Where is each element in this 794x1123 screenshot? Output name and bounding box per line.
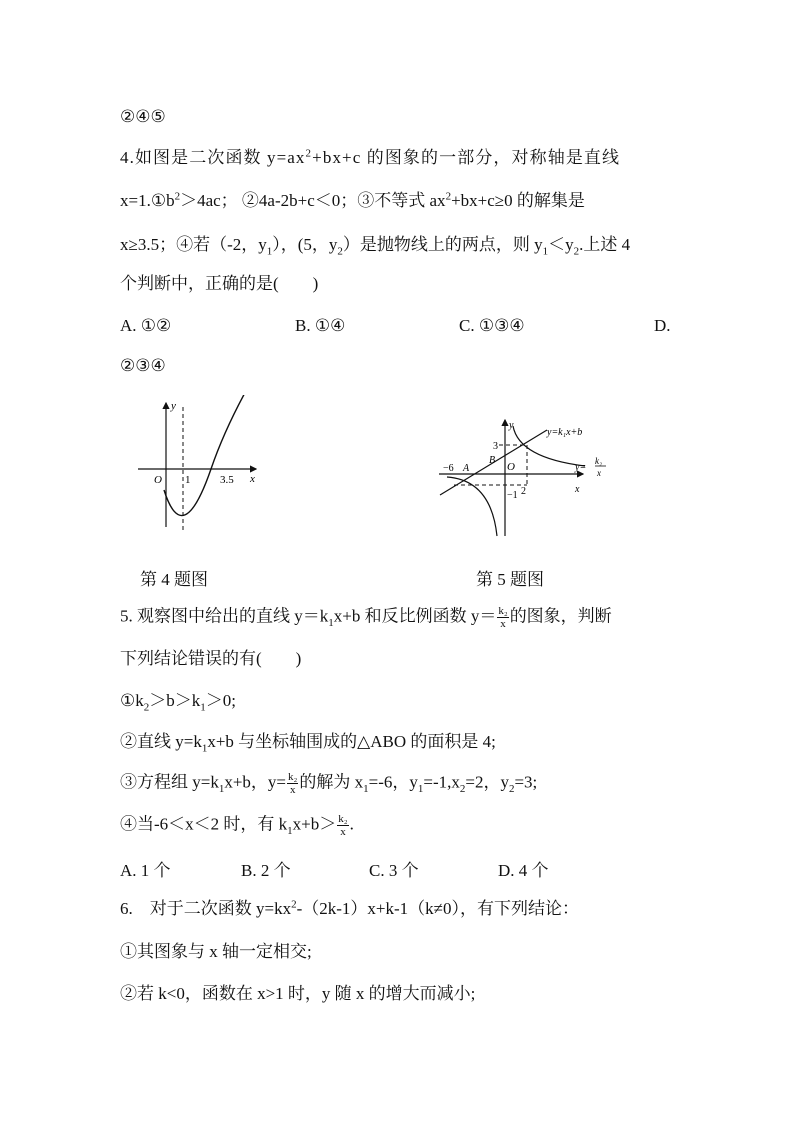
label-2: 2 <box>521 486 526 497</box>
q5-option-d[interactable]: D. 4 个 <box>498 861 549 880</box>
q4-line-3: x≥3.5；④若（-2，$y_1$），(5，$y_2$）是抛物线上的两点，则 $y_1<y_2$.上述 4 <box>120 235 631 258</box>
q4-option-a[interactable]: A. ①② <box>120 316 172 335</box>
q5-statement-4: ④当-6＜x＜2 时，有 $k_1x+b>$ $\frac{\text{k₂}}{x}$ . <box>120 813 354 838</box>
q5-line-1: 5. 观察图中给出的直线 $y=k_1x+b$ 和反比例函数 y＝ $\frac{\text{k₂}}{x}$ 的图象，判断 <box>120 605 612 630</box>
q4-line-1: 4.如图是二次函数 $y=ax^2+bx+c$ 的图象的一部分，对称轴是直线 <box>120 147 621 167</box>
figure-5-caption: 第 5 题图 <box>476 570 544 589</box>
q6-line-1: 6. 对于二次函数 $y=kx^2-(2k-1)x+k-1(k\ne 0)$，有下列结论： <box>120 898 579 918</box>
figure-5-line-and-hyperbola <box>435 418 620 538</box>
q4-option-b[interactable]: B. ①④ <box>295 316 346 335</box>
tick-1: 1 <box>185 474 191 486</box>
q5-line-2: 下列结论错误的有( ) <box>120 649 302 668</box>
q4-line-2: $x=1.①b^2>4ac$； ②4a-2b+c＜0；③不等式 $ax^2+bx+c\ge 0$ 的解集是 <box>120 190 585 210</box>
figure-4-caption: 第 4 题图 <box>140 570 208 589</box>
q5-option-c[interactable]: C. 3 个 <box>369 861 419 880</box>
q4-option-c[interactable]: C. ①③④ <box>459 316 525 335</box>
parabola <box>164 395 247 516</box>
q5-option-b[interactable]: B. 2 个 <box>241 861 291 880</box>
origin-label: O <box>154 474 162 486</box>
point-a-label: A <box>463 463 470 474</box>
tick-3-5: 3.5 <box>220 474 234 486</box>
prev-options-tail: ②④⑤ <box>120 107 166 126</box>
q5-statement-1: $①k_2>b>k_1>0$; <box>120 691 236 714</box>
q6-statement-2: ②若 k<0，函数在 x>1 时，y 随 x 的增大而减小; <box>120 984 476 1003</box>
x-label: x <box>250 473 255 485</box>
q6-statement-1: ①其图象与 x 轴一定相交; <box>120 942 312 961</box>
point-b-label: B <box>489 455 496 466</box>
curve-label: y= <box>575 462 587 473</box>
y-label: y <box>171 400 176 412</box>
q4-option-d[interactable]: D. <box>654 316 671 335</box>
q5-statement-3: ③方程组 $y=k_1x+b$，y= $\frac{\text{k₂}}{x}$ 的解为 $x_1=-6$，$y_1=-1,x_2=2$，$y_2=3$; <box>120 771 538 796</box>
label-minus-6: −6 <box>443 463 454 474</box>
q5-statement-2: ②直线 $y=k_1x+b$ 与坐标轴围成的△ABO 的面积是 4; <box>120 732 496 755</box>
label-3: 3 <box>493 441 498 452</box>
label-minus-1: −1 <box>507 490 518 501</box>
q4-line-4: 个判断中，正确的是( ) <box>120 274 319 293</box>
line-label: y=k₁x+b <box>547 427 583 438</box>
x-label: x <box>575 484 580 495</box>
y-label: y <box>509 420 514 431</box>
curve-label-k2: k₂ <box>595 456 603 466</box>
origin-label: O <box>507 461 515 473</box>
curve-label-x: x <box>597 468 601 478</box>
q5-option-a[interactable]: A. 1 个 <box>120 861 171 880</box>
q4-option-d-content: ②③④ <box>120 356 166 375</box>
figure-4-parabola <box>130 395 270 540</box>
